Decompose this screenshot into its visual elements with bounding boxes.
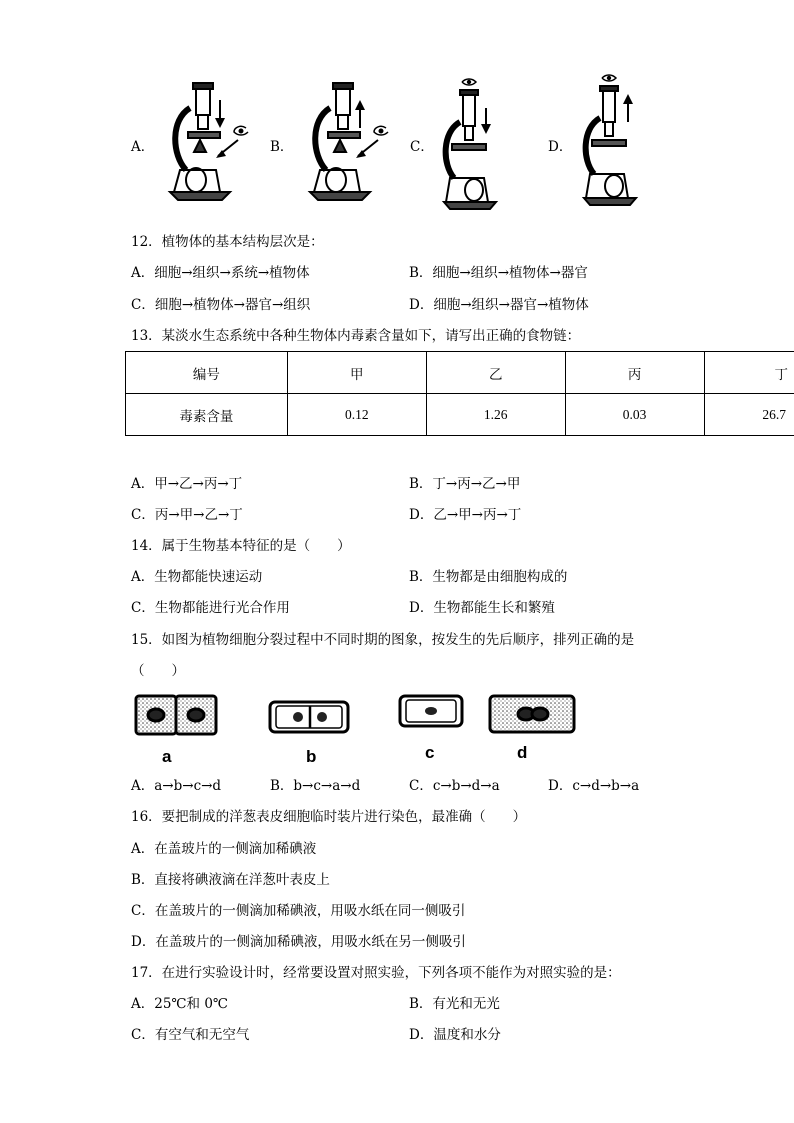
q11-option-d-label: D．: [548, 139, 573, 155]
q12-option-d[interactable]: D．细胞→组织→器官→植物体: [409, 297, 589, 313]
q13-stem: 13．某淡水生态系统中各种生物体内毒素含量如下，请写出正确的食物链：: [131, 328, 581, 344]
figure-label-c: c: [425, 743, 435, 762]
q13-option-b[interactable]: B．丁→丙→乙→甲: [409, 476, 521, 492]
q16-option-c[interactable]: C．在盖玻片的一侧滴加稀碘液，用吸水纸在同一侧吸引: [131, 903, 466, 919]
figure-label-a: a: [162, 747, 172, 766]
microscope-lower-tube-side-view-icon: [160, 80, 260, 205]
table-cell: 1.26: [426, 394, 565, 436]
q12-stem: 12．植物体的基本结构层次是：: [131, 234, 324, 250]
q12-option-c[interactable]: C．细胞→植物体→器官→组织: [131, 297, 311, 313]
q16-stem: 16．要把制成的洋葱表皮细胞临时装片进行染色，最准确（ ）: [131, 809, 527, 825]
q14-stem: 14．属于生物基本特征的是（ ）: [131, 538, 351, 554]
figure-label-b: b: [306, 747, 317, 766]
table-header-cell: 丙: [565, 352, 704, 394]
table-header-cell: 乙: [426, 352, 565, 394]
q11-option-a-label: A．: [131, 139, 155, 155]
toxin-table-row: [126, 394, 794, 436]
cell-b-icon: [270, 702, 348, 732]
q17-option-c[interactable]: C．有空气和无空气: [131, 1027, 250, 1043]
q16-option-a[interactable]: A．在盖玻片的一侧滴加稀碘液: [131, 841, 317, 857]
microscope-lower-tube-eyepiece-view-icon: [430, 72, 510, 212]
microscope-raise-tube-eyepiece-view-icon: [568, 68, 648, 208]
q15-option-a[interactable]: A．a→b→c→d: [131, 778, 222, 794]
q12-option-a[interactable]: A．细胞→组织→系统→植物体: [131, 265, 310, 281]
table-cell: 0.12: [287, 394, 426, 436]
cell-division-figure: [134, 690, 584, 766]
q16-option-d[interactable]: D．在盖玻片的一侧滴加稀碘液，用吸水纸在另一侧吸引: [131, 934, 466, 950]
cell-a-icon: [136, 696, 216, 734]
q16-option-b[interactable]: B．直接将碘液滴在洋葱叶表皮上: [131, 872, 330, 888]
table-cell: 26.7: [704, 394, 794, 436]
q15-option-d[interactable]: D．c→d→b→a: [548, 778, 640, 794]
table-cell: 毒素含量: [126, 394, 288, 436]
table-header-cell: 丁: [704, 352, 794, 394]
q11-option-c-label: C．: [410, 139, 434, 155]
table-header-cell: 编号: [126, 352, 288, 394]
q13-option-d[interactable]: D．乙→甲→丙→丁: [409, 507, 522, 523]
q13-option-c[interactable]: C．丙→甲→乙→丁: [131, 507, 243, 523]
q17-option-a[interactable]: A．25℃和 0℃: [131, 996, 229, 1012]
cell-d-icon: [490, 696, 574, 732]
q17-option-d[interactable]: D．温度和水分: [409, 1027, 501, 1043]
q17-option-b[interactable]: B．有光和无光: [409, 996, 500, 1012]
table-cell: 0.03: [565, 394, 704, 436]
q15-option-b[interactable]: B．b→c→a→d: [270, 778, 361, 794]
q14-option-d[interactable]: D．生物都能生长和繁殖: [409, 600, 555, 616]
q15-option-c[interactable]: C．c→b→d→a: [409, 778, 500, 794]
q15-stem-bracket: （ ）: [131, 663, 185, 679]
q14-option-c[interactable]: C．生物都能进行光合作用: [131, 600, 290, 616]
q12-option-b[interactable]: B．细胞→组织→植物体→器官: [409, 265, 588, 281]
toxin-table-header-row: [126, 352, 794, 394]
q14-option-a[interactable]: A．生物都能快速运动: [131, 569, 263, 585]
q17-stem: 17．在进行实验设计时，经常要设置对照实验，下列各项不能作为对照实验的是：: [131, 965, 621, 981]
q13-option-a[interactable]: A．甲→乙→丙→丁: [131, 476, 243, 492]
microscope-raise-tube-side-view-icon: [300, 80, 400, 205]
toxin-table: [125, 351, 794, 436]
cell-c-icon: [400, 696, 462, 726]
q15-stem: 15．如图为植物细胞分裂过程中不同时期的图象，按发生的先后顺序，排列正确的是: [131, 632, 635, 648]
figure-label-d: d: [517, 743, 528, 762]
q14-option-b[interactable]: B．生物都是由细胞构成的: [409, 569, 568, 585]
table-header-cell: 甲: [287, 352, 426, 394]
q11-option-b-label: B．: [270, 139, 294, 155]
